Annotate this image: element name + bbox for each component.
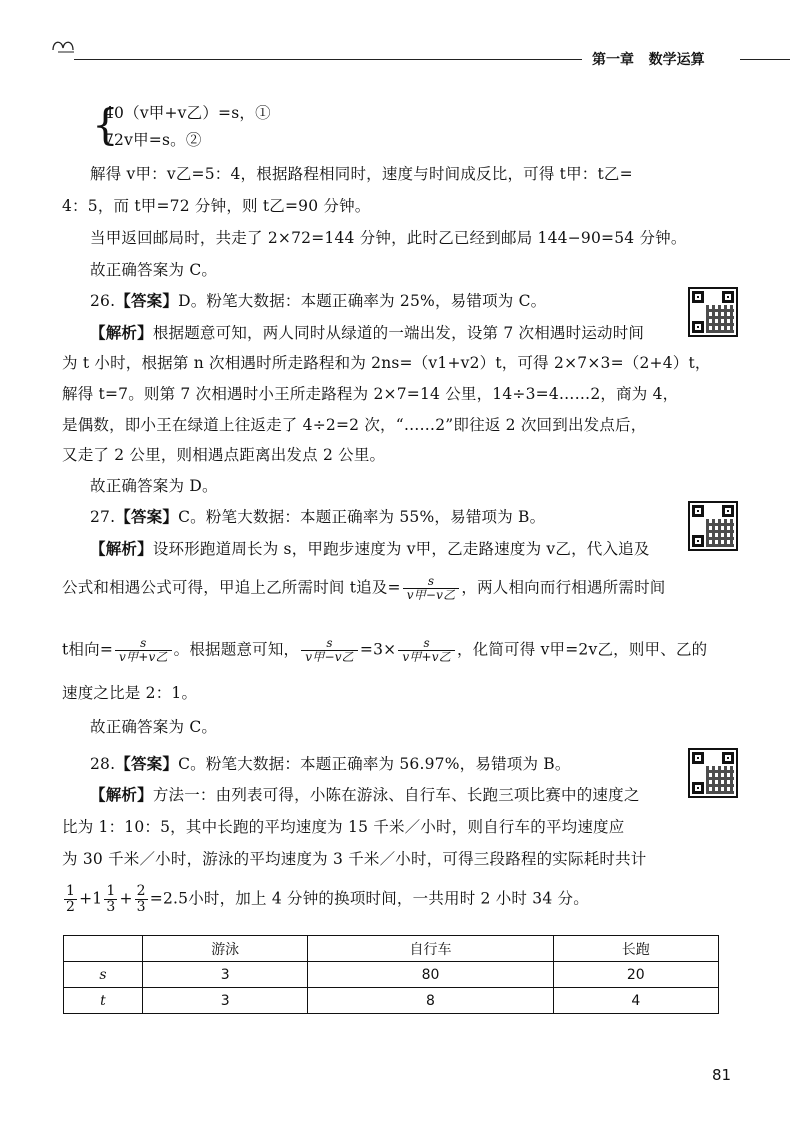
q28-analysis-line3: 为 30 千米／小时，游泳的平均速度为 3 千米／小时，可得三段路程的实际耗时共计 xyxy=(62,850,647,868)
q27-analysis-line4: 速度之比是 2：1。 xyxy=(62,684,198,702)
table-cell: 8 xyxy=(308,988,553,1014)
equation-1: 40（v甲+v乙）=s，① xyxy=(104,104,271,122)
sol25-line3: 当甲返回邮局时，共走了 2×72=144 分钟，此时乙已经到邮局 144−90=54 分钟。 xyxy=(90,229,687,247)
table-row xyxy=(64,988,719,1014)
q28-answer: 28.【答案】C。粉笔大数据：本题正确率为 56.97%，易错项为 B。 xyxy=(90,755,571,773)
q26-analysis-line1: 【解析】根据题意可知，两人同时从绿道的一端出发，设第 7 次相遇时运动时间 xyxy=(90,324,645,342)
chapter-label: 第一章 xyxy=(592,52,634,68)
header-leaf-icon xyxy=(50,36,78,60)
q27-conclusion: 故正确答案为 C。 xyxy=(90,718,218,736)
qr-code-28-icon[interactable] xyxy=(688,748,738,798)
equation-2: 72v甲=s。② xyxy=(104,131,202,149)
table-header-row xyxy=(64,936,719,962)
sol25-conclusion: 故正确答案为 C。 xyxy=(90,261,218,279)
q27-analysis-line3: t相向= $\frac{s}{\text{v甲+v乙}}$ 。根据题意可知， $\frac{s}{\text{v甲−v乙}}$ =3× $\frac{s}{\text{v甲+v乙}}$ ，化简可得 v甲=2v乙，则甲、乙的 xyxy=(62,636,708,664)
table-cell: 3 xyxy=(143,962,308,988)
q26-analysis-line5: 又走了 2 公里，则相遇点距离出发点 2 公里。 xyxy=(62,446,386,464)
q27-answer: 27.【答案】C。粉笔大数据：本题正确率为 55%，易错项为 B。 xyxy=(90,508,546,526)
table-cell: s xyxy=(64,962,143,988)
table-cell: 80 xyxy=(308,962,553,988)
fraction-two-thirds: $\frac{2}{3}$ xyxy=(136,883,146,915)
table-cell: 3 xyxy=(143,988,308,1014)
fraction-eq-right: $\frac{s}{\text{v甲+v乙}}$ xyxy=(398,637,455,664)
speed-time-table xyxy=(63,935,719,1014)
table-cell: t xyxy=(64,988,143,1014)
q26-conclusion: 故正确答案为 D。 xyxy=(90,477,218,495)
fraction-half: $\frac{1}{2}$ xyxy=(66,883,76,915)
sol25-line1: 解得 v甲：v乙=5：4，根据路程相同时，速度与时间成反比，可得 t甲：t乙= xyxy=(90,165,633,183)
table-cell: 20 xyxy=(553,962,718,988)
sol25-line2: 4：5，而 t甲=72 分钟，则 t乙=90 分钟。 xyxy=(62,197,371,215)
fraction-third: $\frac{1}{3}$ xyxy=(106,883,116,915)
q28-analysis-line1: 【解析】方法一：由列表可得，小陈在游泳、自行车、长跑三项比赛中的速度之 xyxy=(90,786,640,804)
q26-analysis-line4: 是偶数，即小王在绿道上往返走了 4÷2=2 次，“……2”即往返 2 次回到出发点后， xyxy=(62,416,647,434)
qr-code-27-icon[interactable] xyxy=(688,501,738,551)
header-rule-right xyxy=(740,59,790,60)
header-chapter xyxy=(592,49,705,69)
table-header-cell xyxy=(64,936,143,962)
q26-answer: 26.【答案】D。粉笔大数据：本题正确率为 25%，易错项为 C。 xyxy=(90,292,547,310)
q28-analysis-line2: 比为 1：10：5，其中长跑的平均速度为 15 千米／小时，则自行车的平均速度应 xyxy=(62,818,625,836)
fraction-meet-time: $\frac{s}{\text{v甲+v乙}}$ xyxy=(115,637,172,664)
fraction-eq-left: $\frac{s}{\text{v甲−v乙}}$ xyxy=(301,637,358,664)
header-rule-left xyxy=(74,59,582,60)
q27-analysis-line2: 公式和相遇公式可得，甲追上乙所需时间 t追及= $\frac{s}{\text{v甲−v乙}}$ ，两人相向而行相遇所需时间 xyxy=(62,574,666,602)
page-number: 81 xyxy=(712,1066,732,1084)
q26-analysis-line3: 解得 t=7。则第 7 次相遇时小王所走路程为 2×7=14 公里，14÷3=4……2，商为 4， xyxy=(62,385,679,403)
table-cell: 4 xyxy=(553,988,718,1014)
q27-analysis-line1: 【解析】设环形跑道周长为 s，甲跑步速度为 v甲，乙走路速度为 v乙，代入追及 xyxy=(90,540,650,558)
q28-analysis-line4: $\frac{1}{2}$ +1 $\frac{1}{3}$ + $\frac{2}{3}$ =2.5小时，加上 4 分钟的换项时间，一共用时 2 小时 34 分。 xyxy=(66,883,589,915)
table-header-cell: 自行车 xyxy=(308,936,553,962)
table-row xyxy=(64,962,719,988)
q26-analysis-line2: 为 t 小时，根据第 n 次相遇时所走路程和为 2ns=（v1+v2）t，可得 2×7×3=（2+4）t， xyxy=(62,354,711,372)
table-header-cell: 游泳 xyxy=(143,936,308,962)
qr-code-26-icon[interactable] xyxy=(688,287,738,337)
fraction-chase-time: $\frac{s}{\text{v甲−v乙}}$ xyxy=(403,575,460,602)
chapter-title: 数学运算 xyxy=(648,52,705,68)
table-header-cell: 长跑 xyxy=(553,936,718,962)
brace: { xyxy=(92,100,119,149)
